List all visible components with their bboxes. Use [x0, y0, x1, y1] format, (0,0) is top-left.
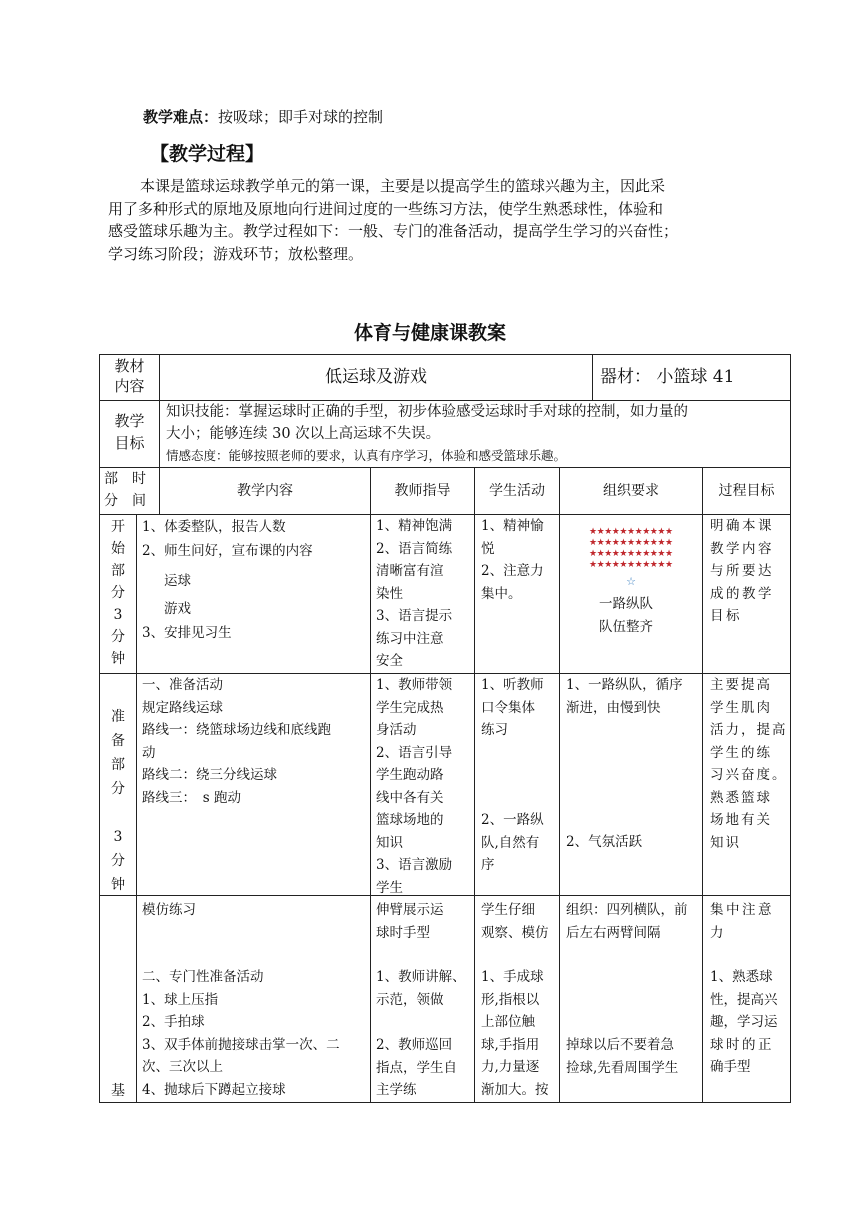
student-star-icon: ★ [611, 527, 620, 537]
goal-line: 球时的正 [710, 1036, 774, 1053]
part-char: 钟 [111, 877, 125, 893]
part-char: 部 [111, 757, 125, 773]
content-line: 路线二：绕三分线运球 [142, 767, 277, 783]
student-line: 学生仔细 [481, 902, 535, 918]
teacher-marker-icon: ☆ [626, 575, 636, 588]
student-line: 球,手指用 [481, 1036, 540, 1053]
student-line: 队,自然有 [481, 834, 540, 851]
organization-line: 组织：四列横队，前 [566, 902, 688, 918]
student-line: 上部位触 [481, 1014, 535, 1030]
student-star-icon: ★ [642, 560, 651, 570]
start-organization [560, 593, 692, 639]
goal-line: 性，提高兴 [710, 991, 778, 1008]
organization-line: 队伍整齐 [599, 619, 653, 635]
student-star-icon: ★ [657, 560, 666, 570]
start-student [481, 515, 544, 605]
basic-student-bottom [481, 966, 549, 1101]
table-rule [702, 467, 703, 1103]
goal-line: 力 [710, 924, 726, 941]
organization-line: 捡球,先看周围学生 [566, 1059, 679, 1076]
goal-line: 知识技能：掌握运球时正确的手型，初步体验感受运球时手对球的控制，如力量的 [166, 404, 688, 420]
goal-label [100, 410, 159, 454]
goal-skill [166, 401, 688, 445]
start-content [142, 515, 313, 645]
part-char: 始 [111, 541, 125, 557]
goal-line: 活力，提高 [710, 722, 788, 738]
teacher-line: 安全 [376, 653, 403, 669]
header-content: 教学内容 [237, 483, 293, 499]
table-rule [474, 467, 475, 1103]
part-char: 准 [111, 709, 125, 725]
content-line: 1、体委整队，报告人数 [142, 519, 286, 535]
student-star-icon: ★ [634, 549, 643, 559]
table-rule [136, 514, 137, 1103]
prepare-student-top [481, 674, 544, 742]
content-line: 动 [142, 744, 156, 761]
student-line: 2、注意力 [481, 563, 544, 579]
teacher-line: 示范，领做 [376, 991, 444, 1008]
label-line: 教学 [114, 412, 145, 430]
goal-line: 场地有关 [710, 812, 772, 828]
goal-line: 大小；能够连续 30 次以上高运球不失误。 [166, 426, 441, 442]
goal-line: 1、熟悉球 [710, 969, 773, 985]
student-star-icon: ★ [649, 560, 658, 570]
equipment: 器材： 小篮球 41 [600, 367, 735, 387]
teacher-line: 学生完成热 [376, 699, 444, 716]
student-line: 序 [481, 857, 495, 873]
student-star-icon: ★ [649, 549, 658, 559]
content-line: 3、安排见习生 [142, 625, 232, 641]
goal-line: 明确本课 [710, 518, 774, 534]
organization-line: 后左右两臂间隔 [566, 924, 661, 941]
paragraph-line: 用了多种形式的原地及原地向行进间过度的一些练习方法，使学生熟悉球性，体验和 [108, 199, 664, 218]
student-star-icon: ★ [604, 527, 613, 537]
content-line: 2、手拍球 [142, 1014, 205, 1030]
student-star-icon: ★ [611, 560, 620, 570]
student-star-icon: ★ [627, 549, 636, 559]
process-paragraph [108, 175, 758, 265]
teacher-line: 2、语言简练 [376, 540, 453, 557]
student-line: 渐加大。按 [481, 1081, 549, 1098]
goal-line: 趣，学习运 [710, 1014, 778, 1030]
start-goal [710, 515, 774, 628]
student-star-icon: ★ [665, 560, 674, 570]
student-line: 观察、模仿 [481, 924, 549, 941]
student-star-icon: ★ [596, 549, 605, 559]
student-star-icon: ★ [619, 538, 628, 548]
content-line: 次、三次以上 [142, 1059, 223, 1075]
table-rule [370, 467, 371, 1103]
basic-teacher-top [376, 899, 444, 944]
table-border-bottom [99, 1102, 791, 1103]
student-star-icon: ★ [634, 538, 643, 548]
student-line: 力,力量逐 [481, 1059, 540, 1075]
teacher-line: 清晰富有渲 [376, 563, 444, 579]
content-line: 二、专门性准备活动 [142, 969, 264, 985]
teacher-line: 主学练 [376, 1082, 417, 1098]
teacher-line: 1、精神饱满 [376, 518, 453, 534]
student-star-icon: ★ [589, 527, 598, 537]
goal-line: 教学内容 [710, 540, 774, 557]
student-star-icon: ★ [649, 538, 658, 548]
teacher-line: 2、教师巡回 [376, 1037, 453, 1053]
content-line: 1、球上压指 [142, 991, 219, 1008]
part-char: 分 [111, 585, 125, 601]
prepare-organization-top [566, 674, 683, 719]
label-line: 教材 [114, 357, 145, 375]
teacher-line: 知识 [376, 834, 403, 851]
part-char: 3 [113, 829, 123, 845]
student-star-icon: ★ [619, 549, 628, 559]
prepare-goal [710, 674, 788, 854]
goal-line: 与所要达 [710, 563, 774, 579]
header-line: 部 时 [104, 471, 146, 487]
student-star-icon: ★ [665, 527, 674, 537]
table-border-top [99, 354, 791, 355]
basic-content-top: 模仿练习 [142, 902, 196, 918]
content-line: 路线一：绕篮球场边线和底线跑 [142, 722, 331, 738]
organization-line: 1、一路纵队，循序 [566, 677, 683, 693]
student-star-icon: ★ [649, 527, 658, 537]
part-basic: 基 [111, 1083, 125, 1099]
student-star-icon: ★ [604, 560, 613, 570]
teacher-line: 学生 [376, 879, 403, 896]
basic-content-bottom [142, 966, 340, 1101]
teacher-line: 3、语言激励 [376, 857, 453, 873]
paragraph-line: 感受篮球乐趣为主。教学过程如下：一般、专门的准备活动，提高学生学习的兴奋性； [108, 222, 679, 240]
basic-goal-top [710, 899, 774, 944]
teacher-line: 球时手型 [376, 924, 430, 941]
part-char: 分 [111, 629, 125, 645]
part-char: 部 [111, 563, 125, 579]
basic-student-top [481, 899, 549, 944]
basic-organization-bottom [566, 1034, 678, 1079]
student-line: 1、精神愉 [481, 518, 544, 534]
student-star-icon: ★ [657, 538, 666, 548]
student-line: 集中。 [481, 585, 522, 602]
content-line: 3、双手体前抛接球击掌一次、二 [142, 1036, 340, 1053]
goal-line: 目标 [710, 608, 742, 624]
teacher-line: 3、语言提示 [376, 608, 453, 624]
content-line: 一、准备活动 [142, 677, 223, 693]
basic-goal-bottom [710, 966, 778, 1079]
content-line: 规定路线运球 [142, 699, 223, 716]
table-rule [99, 467, 791, 468]
basic-organization-top [566, 899, 688, 944]
student-star-icon: ★ [657, 527, 666, 537]
start-teacher [376, 515, 452, 673]
lesson-plan-title: 体育与健康课教案 [353, 322, 506, 344]
header-organization: 组织要求 [603, 483, 659, 499]
teacher-line: 练习中注意 [376, 630, 444, 647]
student-star-icon: ★ [596, 560, 605, 570]
teaching-difficulty [143, 106, 383, 127]
header-goal: 过程目标 [718, 483, 775, 499]
organization-line: 掉球以后不要着急 [566, 1037, 674, 1053]
part-char: 备 [111, 733, 125, 749]
part-char: 开 [111, 519, 125, 535]
prepare-teacher [376, 674, 452, 899]
prepare-content [142, 674, 331, 809]
formation-diagram [589, 528, 673, 574]
student-star-icon: ★ [619, 560, 628, 570]
student-star-icon: ★ [627, 560, 636, 570]
student-star-icon: ★ [619, 527, 628, 537]
student-line: 2、一路纵 [481, 812, 544, 828]
student-star-icon: ★ [642, 527, 651, 537]
prepare-organization-bottom: 2、气氛活跃 [566, 834, 643, 850]
student-line: 口令集体 [481, 699, 535, 716]
teacher-line: 1、教师讲解、 [376, 969, 466, 985]
material-value: 低运球及游戏 [325, 367, 427, 387]
student-star-icon: ★ [665, 549, 674, 559]
student-star-icon: ★ [627, 527, 636, 537]
student-star-icon: ★ [634, 560, 643, 570]
difficulty-label: 教学难点： [143, 108, 219, 126]
student-star-icon: ★ [596, 538, 605, 548]
content-line: 4、抛球后下蹲起立接球 [142, 1081, 286, 1098]
student-star-icon: ★ [596, 527, 605, 537]
teacher-line: 指点，学生自 [376, 1059, 457, 1076]
part-start [100, 516, 136, 670]
goal-line: 知识 [710, 834, 741, 851]
student-star-icon: ★ [627, 538, 636, 548]
paragraph-line: 本课是篮球运球教学单元的第一课，主要是以提高学生的篮球兴趣为主，因此采 [140, 177, 666, 195]
teacher-line: 线中各有关 [376, 789, 444, 806]
goal-line: 成的教学 [710, 585, 774, 602]
process-heading: 【教学过程】 [150, 143, 265, 165]
prepare-student-bottom [481, 809, 544, 877]
student-star-icon: ★ [604, 538, 613, 548]
header-line: 分 间 [104, 493, 146, 509]
student-line: 练习 [481, 722, 508, 738]
part-char: 分 [111, 781, 125, 797]
student-star-icon: ★ [604, 549, 613, 559]
organization-line: 一路纵队 [599, 596, 653, 612]
header-teacher: 教师指导 [394, 483, 451, 499]
student-line: 1、听教师 [481, 677, 544, 693]
student-line: 悦 [481, 540, 495, 557]
student-star-icon: ★ [589, 538, 598, 548]
teacher-line: 篮球场地的 [376, 812, 444, 828]
part-prepare [100, 705, 136, 897]
label-line: 目标 [114, 434, 145, 452]
table-rule [559, 467, 560, 1103]
goal-line: 确手型 [710, 1059, 751, 1075]
basic-teacher-bottom [376, 1034, 457, 1102]
content-line: 路线三： s 跑动 [142, 789, 241, 806]
goal-line: 集中注意 [710, 902, 774, 918]
label-line: 内容 [114, 377, 145, 395]
part-char: 钟 [111, 651, 125, 667]
student-star-icon: ★ [589, 560, 598, 570]
teacher-line: 身活动 [376, 722, 417, 738]
teacher-line: 2、语言引导 [376, 744, 453, 761]
student-star-icon: ★ [611, 538, 620, 548]
goal-line: 学生的练 [710, 744, 772, 761]
organization-line: 渐进，由慢到快 [566, 699, 661, 716]
paragraph-line: 学习练习阶段；游戏环节；放松整理。 [108, 244, 364, 263]
teacher-line: 学生跑动路 [376, 767, 444, 783]
student-star-icon: ★ [634, 527, 643, 537]
table-border-right [790, 354, 791, 1103]
content-line: 运球 [164, 573, 191, 589]
part-char: 3 [113, 607, 123, 623]
content-line: 游戏 [164, 601, 191, 617]
student-line: 1、手成球 [481, 969, 544, 985]
goal-line: 熟悉篮球 [710, 789, 772, 806]
table-rule [592, 354, 593, 401]
difficulty-text: 按吸球；即手对球的控制 [218, 108, 384, 126]
basic-teacher-mid [376, 966, 466, 1011]
material-label [100, 356, 159, 396]
goal-line: 主要提高 [710, 677, 772, 693]
student-star-icon: ★ [665, 538, 674, 548]
teacher-line: 1、教师带领 [376, 677, 453, 693]
student-star-icon: ★ [642, 549, 651, 559]
content-line: 2、师生问好，宣布课的内容 [142, 543, 313, 559]
goal-emotion: 情感态度：能够按照老师的要求，认真有序学习，体验和感受篮球乐趣。 [166, 448, 567, 463]
header-part-time [104, 468, 158, 512]
teacher-line: 伸臂展示运 [376, 902, 444, 918]
student-star-icon: ★ [642, 538, 651, 548]
goal-line: 学生肌肉 [710, 699, 772, 716]
header-student: 学生活动 [489, 483, 545, 499]
student-line: 形,指根以 [481, 991, 540, 1008]
student-star-icon: ★ [657, 549, 666, 559]
student-star-icon: ★ [611, 549, 620, 559]
student-star-icon: ★ [589, 549, 598, 559]
teacher-line: 染性 [376, 585, 403, 602]
goal-line: 习兴奋度。 [710, 767, 788, 783]
part-char: 分 [111, 853, 125, 869]
